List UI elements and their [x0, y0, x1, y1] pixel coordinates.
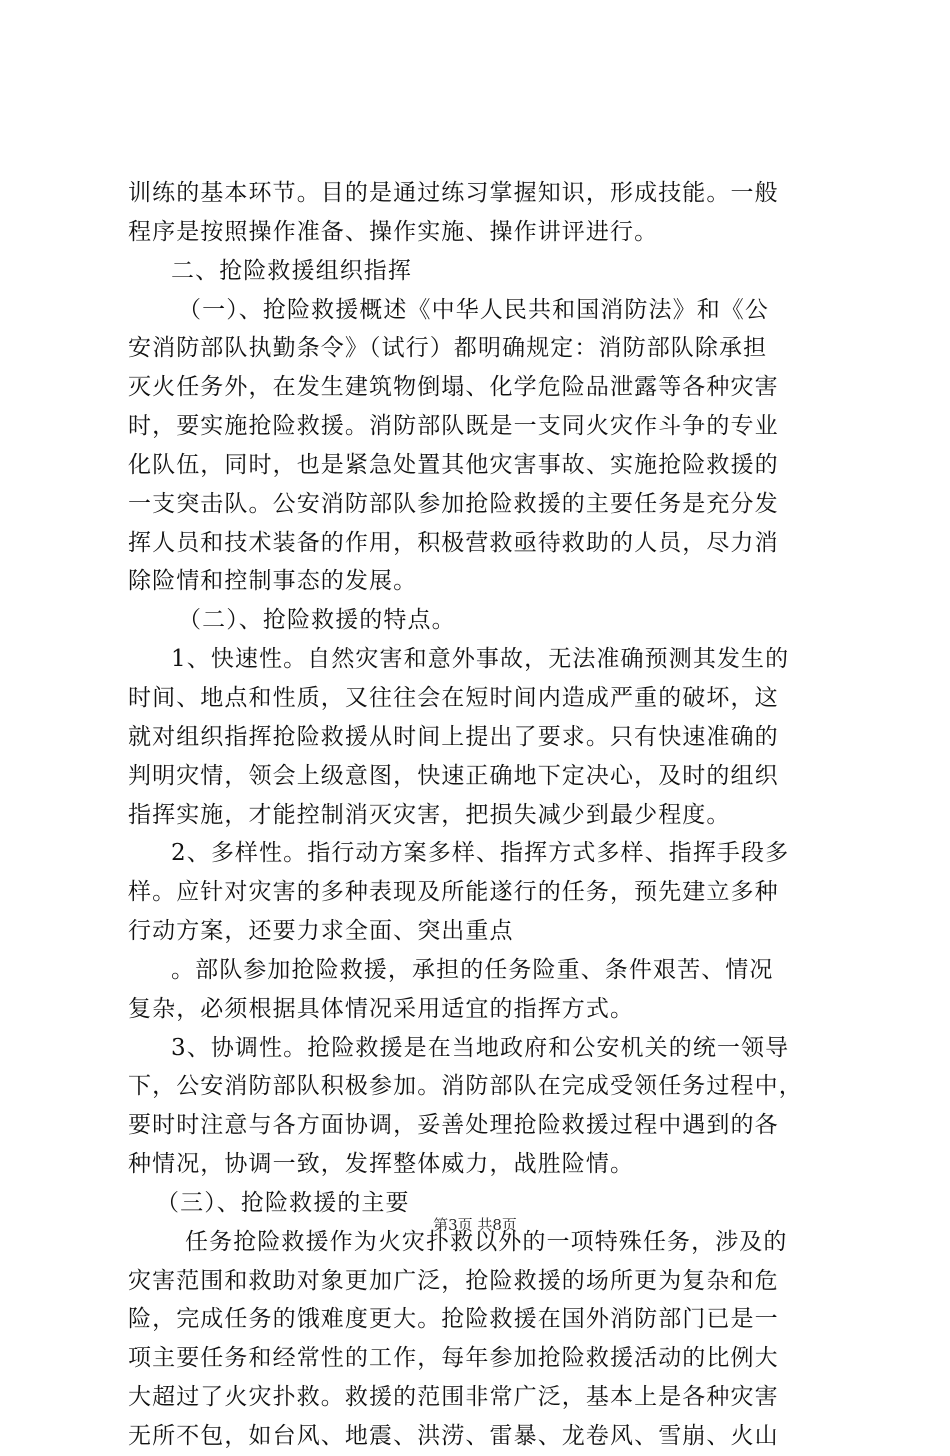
text-line: （二）、抢险救援的特点。: [178, 607, 456, 634]
text-line: 时，要实施抢险救援。消防部队既是一支同火灾作斗争的专业: [128, 413, 779, 440]
document-body: [128, 174, 828, 1456]
text-line: 指挥实施，才能控制消灭灾害，把损失减少到最少程度。: [128, 801, 731, 828]
text-line: （三）、抢险救援的主要: [156, 1189, 410, 1216]
text-line: 无所不包，如台风、地震、洪涝、雷暴、龙卷风、雪崩、火山: [128, 1423, 779, 1449]
text-line: 二、抢险救援组织指挥: [171, 257, 412, 284]
text-line: 时间、地点和性质，又往往会在短时间内造成严重的破坏，这: [128, 684, 779, 711]
text-line: 挥人员和技术装备的作用，积极营救亟待救助的人员，尽力消: [128, 529, 779, 556]
text-line: 判明灾情，领会上级意图，快速正确地下定决心，及时的组织: [128, 762, 779, 789]
text-line: 安消防部队执勤条令》（试行）都明确规定：消防部队除承担: [128, 335, 768, 362]
text-line: （一）、抢险救援概述《中华人民共和国消防法》和《公: [178, 296, 769, 323]
text-line: 。部队参加抢险救援，承担的任务险重、条件艰苦、情况: [171, 956, 774, 983]
text-line: 就对组织指挥抢险救援从时间上提出了要求。只有快速准确的: [128, 723, 779, 750]
text-line: 化队伍，同时，也是紧急处置其他灾害事故、实施抢险救援的: [128, 451, 779, 478]
text-line: 2、多样性。指行动方案多样、指挥方式多样、指挥手段多: [171, 840, 790, 867]
text-line: 程序是按照操作准备、操作实施、操作讲评进行。: [128, 218, 659, 245]
text-line: 训练的基本环节。目的是通过练习掌握知识，形成技能。一般: [128, 180, 779, 206]
text-line: 种情况，协调一致，发挥整体威力，战胜险情。: [128, 1151, 635, 1178]
text-line: 项主要任务和经常性的工作，每年参加抢险救援活动的比例大: [128, 1345, 779, 1372]
text-line: 复杂，必须根据具体情况采用适宜的指挥方式。: [128, 995, 635, 1022]
page-footer: 第3页 共8页: [433, 1216, 517, 1234]
text-line: 行动方案，还要力求全面、突出重点: [128, 918, 514, 945]
text-line: 一支突击队。公安消防部队参加抢险救援的主要任务是充分发: [128, 490, 779, 517]
text-line: 险，完成任务的饿难度更大。抢险救援在国外消防部门已是一: [128, 1306, 779, 1333]
text-line: 样。应针对灾害的多种表现及所能遂行的任务，预先建立多种: [128, 879, 779, 906]
text-line: 灭火任务外，在发生建筑物倒塌、化学危险品泄露等各种灾害: [128, 374, 779, 401]
text-line: 除险情和控制事态的发展。: [128, 568, 418, 595]
text-line: 灾害范围和救助对象更加广泛，抢险救援的场所更为复杂和危: [128, 1267, 779, 1294]
text-line: 1、快速性。自然灾害和意外事故，无法准确预测其发生的: [171, 646, 790, 673]
text-line: 要时时注意与各方面协调，妥善处理抢险救援过程中遇到的各: [128, 1112, 779, 1139]
text-line: 任务抢险救援作为火灾扑救以外的一项特殊任务，涉及的: [185, 1228, 788, 1255]
text-line: 下，公安消防部队积极参加。消防部队在完成受领任务过程中，: [128, 1073, 803, 1100]
text-line: 3、协调性。抢险救援是在当地政府和公安机关的统一领导: [171, 1034, 790, 1061]
text-line: 大超过了火灾扑救。救援的范围非常广泛，基本上是各种灾害: [128, 1384, 779, 1411]
